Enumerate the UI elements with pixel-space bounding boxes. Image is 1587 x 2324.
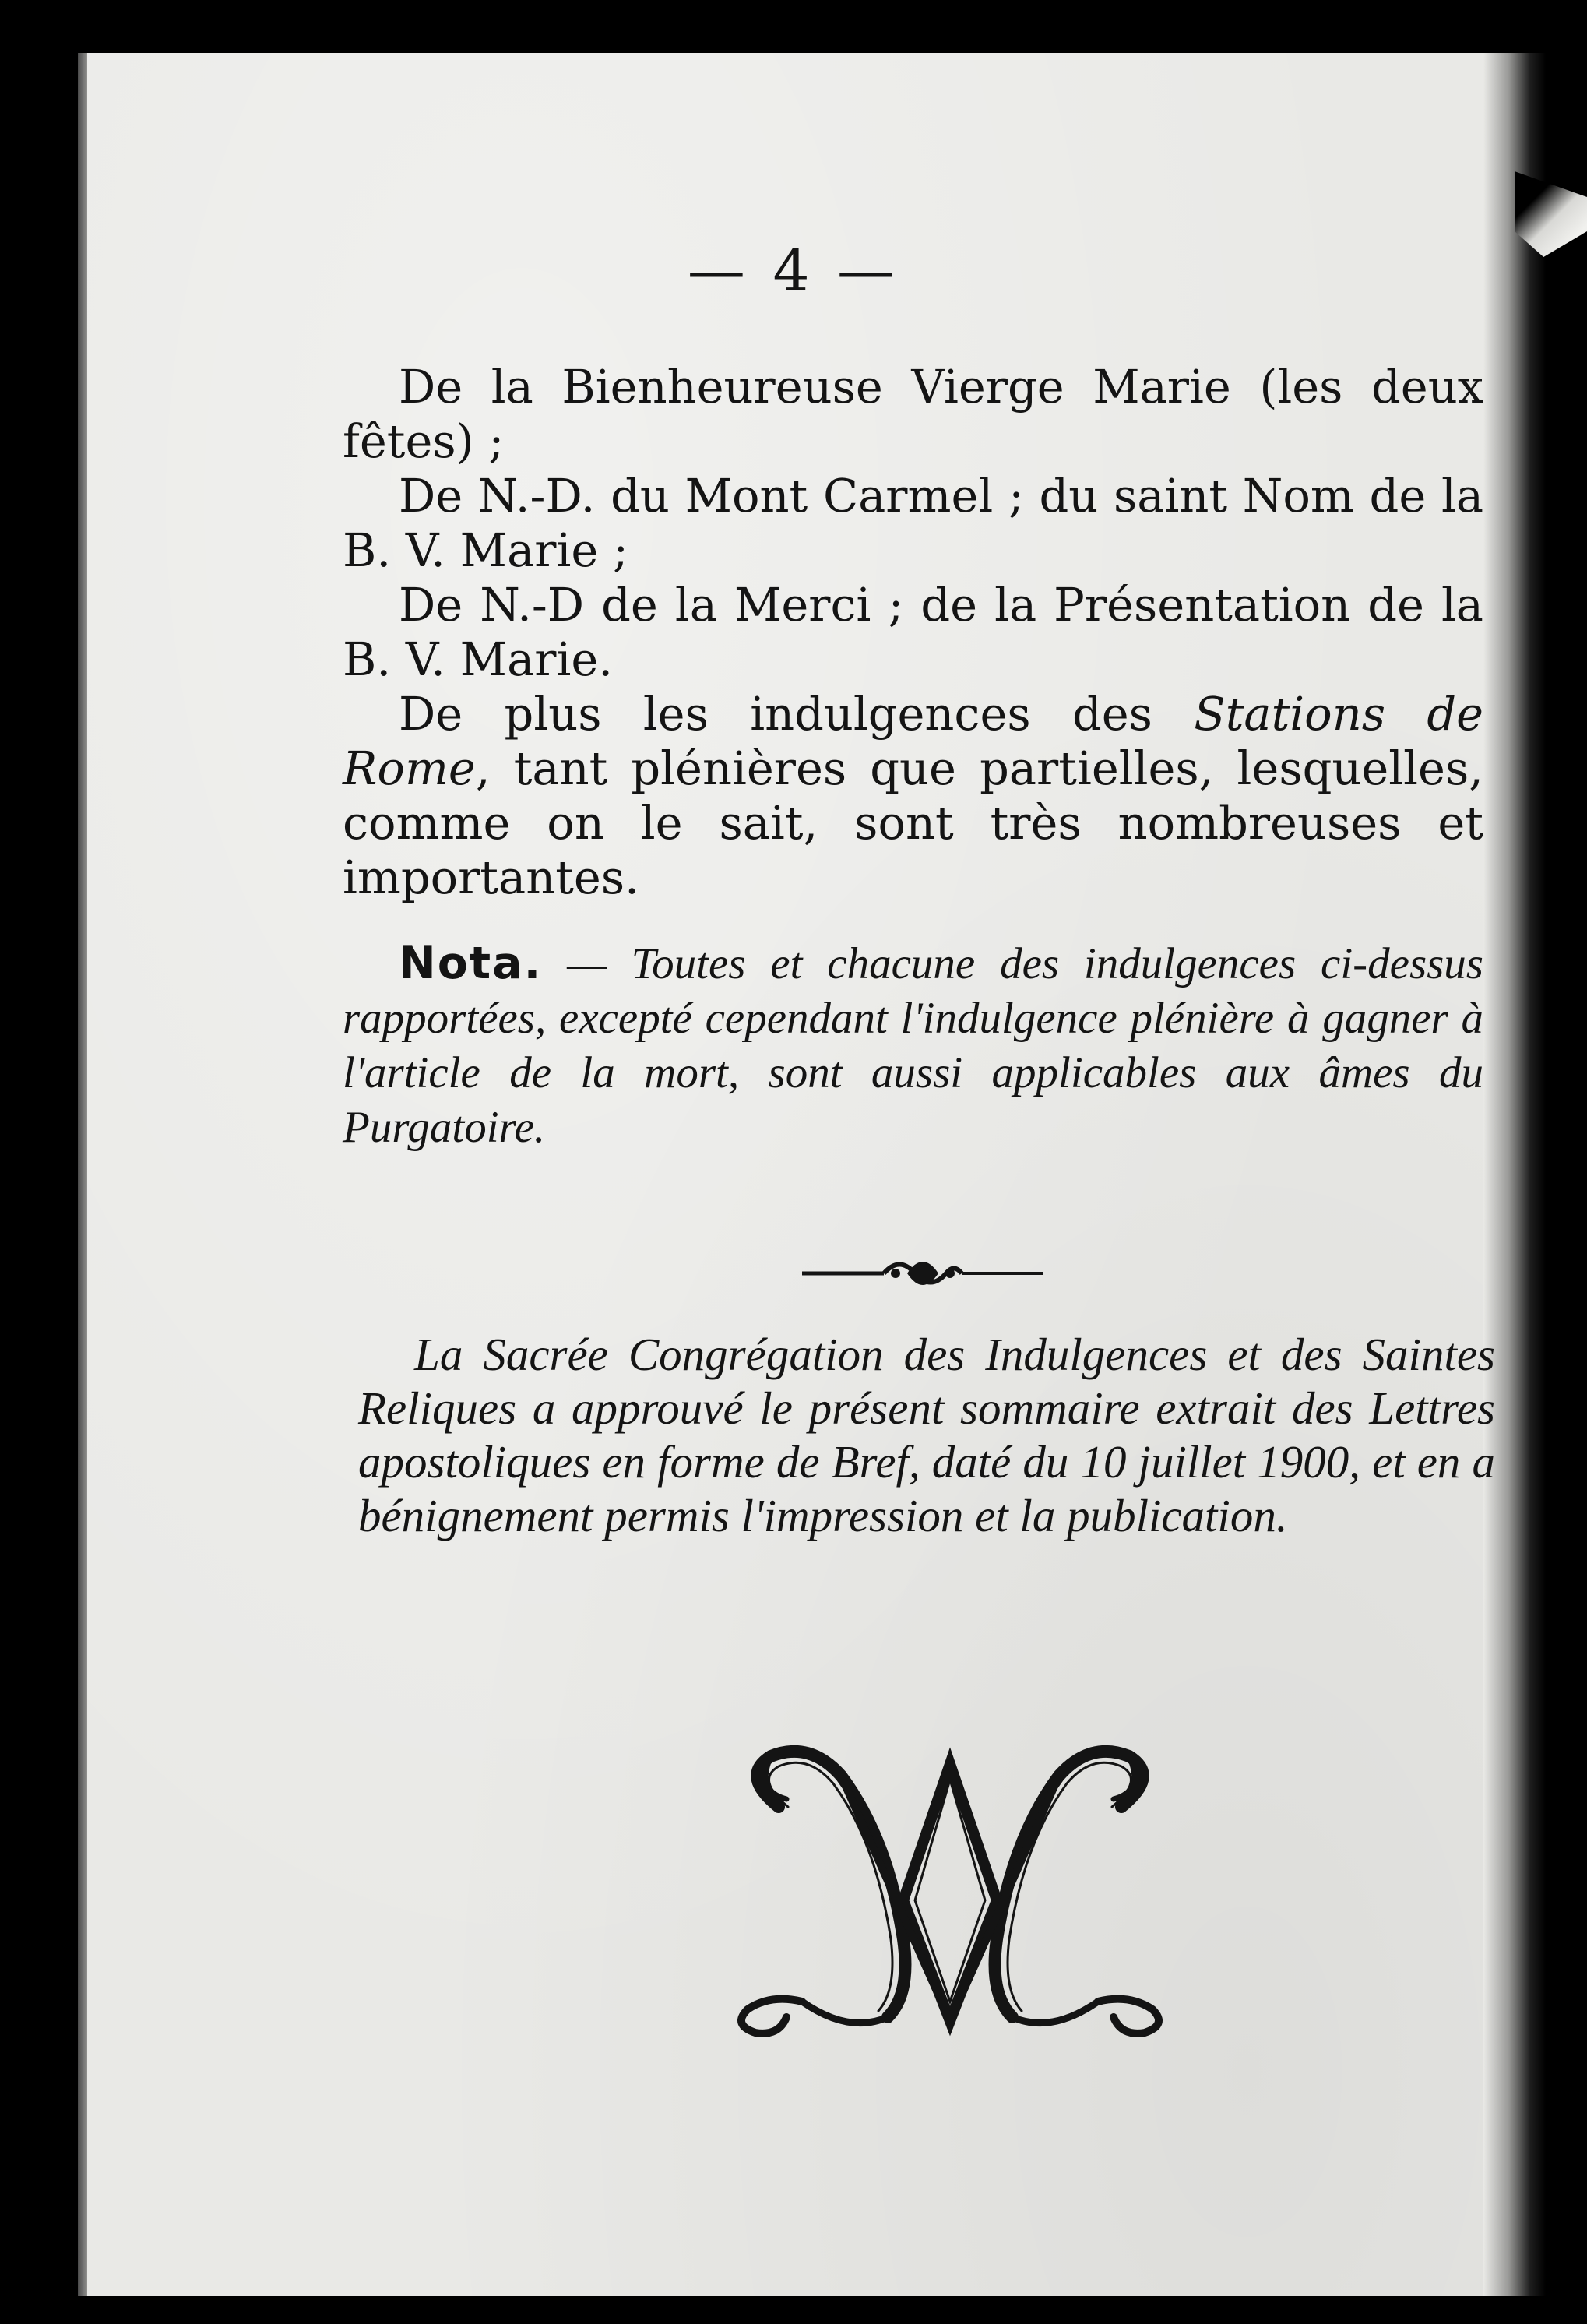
feast-line-3: De N.-D de la Merci ; de la Présentation de la B. V. Marie. <box>343 578 1483 686</box>
nota-dash: — <box>542 939 632 988</box>
stations-italic: Stations de Rome <box>343 687 1484 795</box>
fleuron-divider-icon <box>798 1246 1047 1301</box>
feast-list <box>343 360 1483 905</box>
stations-rest: , tant plénières que partielles, lesquelles, comme on le sait, sont très nombreuses et importantes. <box>343 741 1483 904</box>
nota-paragraph <box>343 936 1483 1155</box>
approval-paragraph <box>358 1328 1495 1543</box>
stations-paragraph <box>343 687 1483 905</box>
feast-line-1: De la Bienheureuse Vierge Marie (les deux fêtes) ; <box>343 360 1483 468</box>
nota-label: Nota. <box>399 938 543 989</box>
stations-lead: De plus les indulgences des <box>399 687 1195 741</box>
page-right-edge <box>1483 53 1546 2296</box>
page-number: — 4 — <box>687 238 900 305</box>
feast-line-2: De N.-D. du Mont Carmel ; du saint Nom de la B. V. Marie ; <box>343 469 1483 577</box>
approval-text: La Sacrée Congrégation des Indulgences et des Saintes Reliques a approuvé le présent sommaire extrait des Lettres apostoliques en forme de Bref, daté du 10 juillet 1900, et en a bénignement permis l'impression et la publication. <box>358 1329 1495 1541</box>
nota-body: Toutes et chacune des indulgences ci-dessus rapportées, excepté cependant l'indulgence plénière à gagner à l'article de la mort, sont aussi applicables aux âmes du Purgatoire. <box>343 939 1483 1152</box>
marian-monogram-icon <box>724 1745 1176 2041</box>
